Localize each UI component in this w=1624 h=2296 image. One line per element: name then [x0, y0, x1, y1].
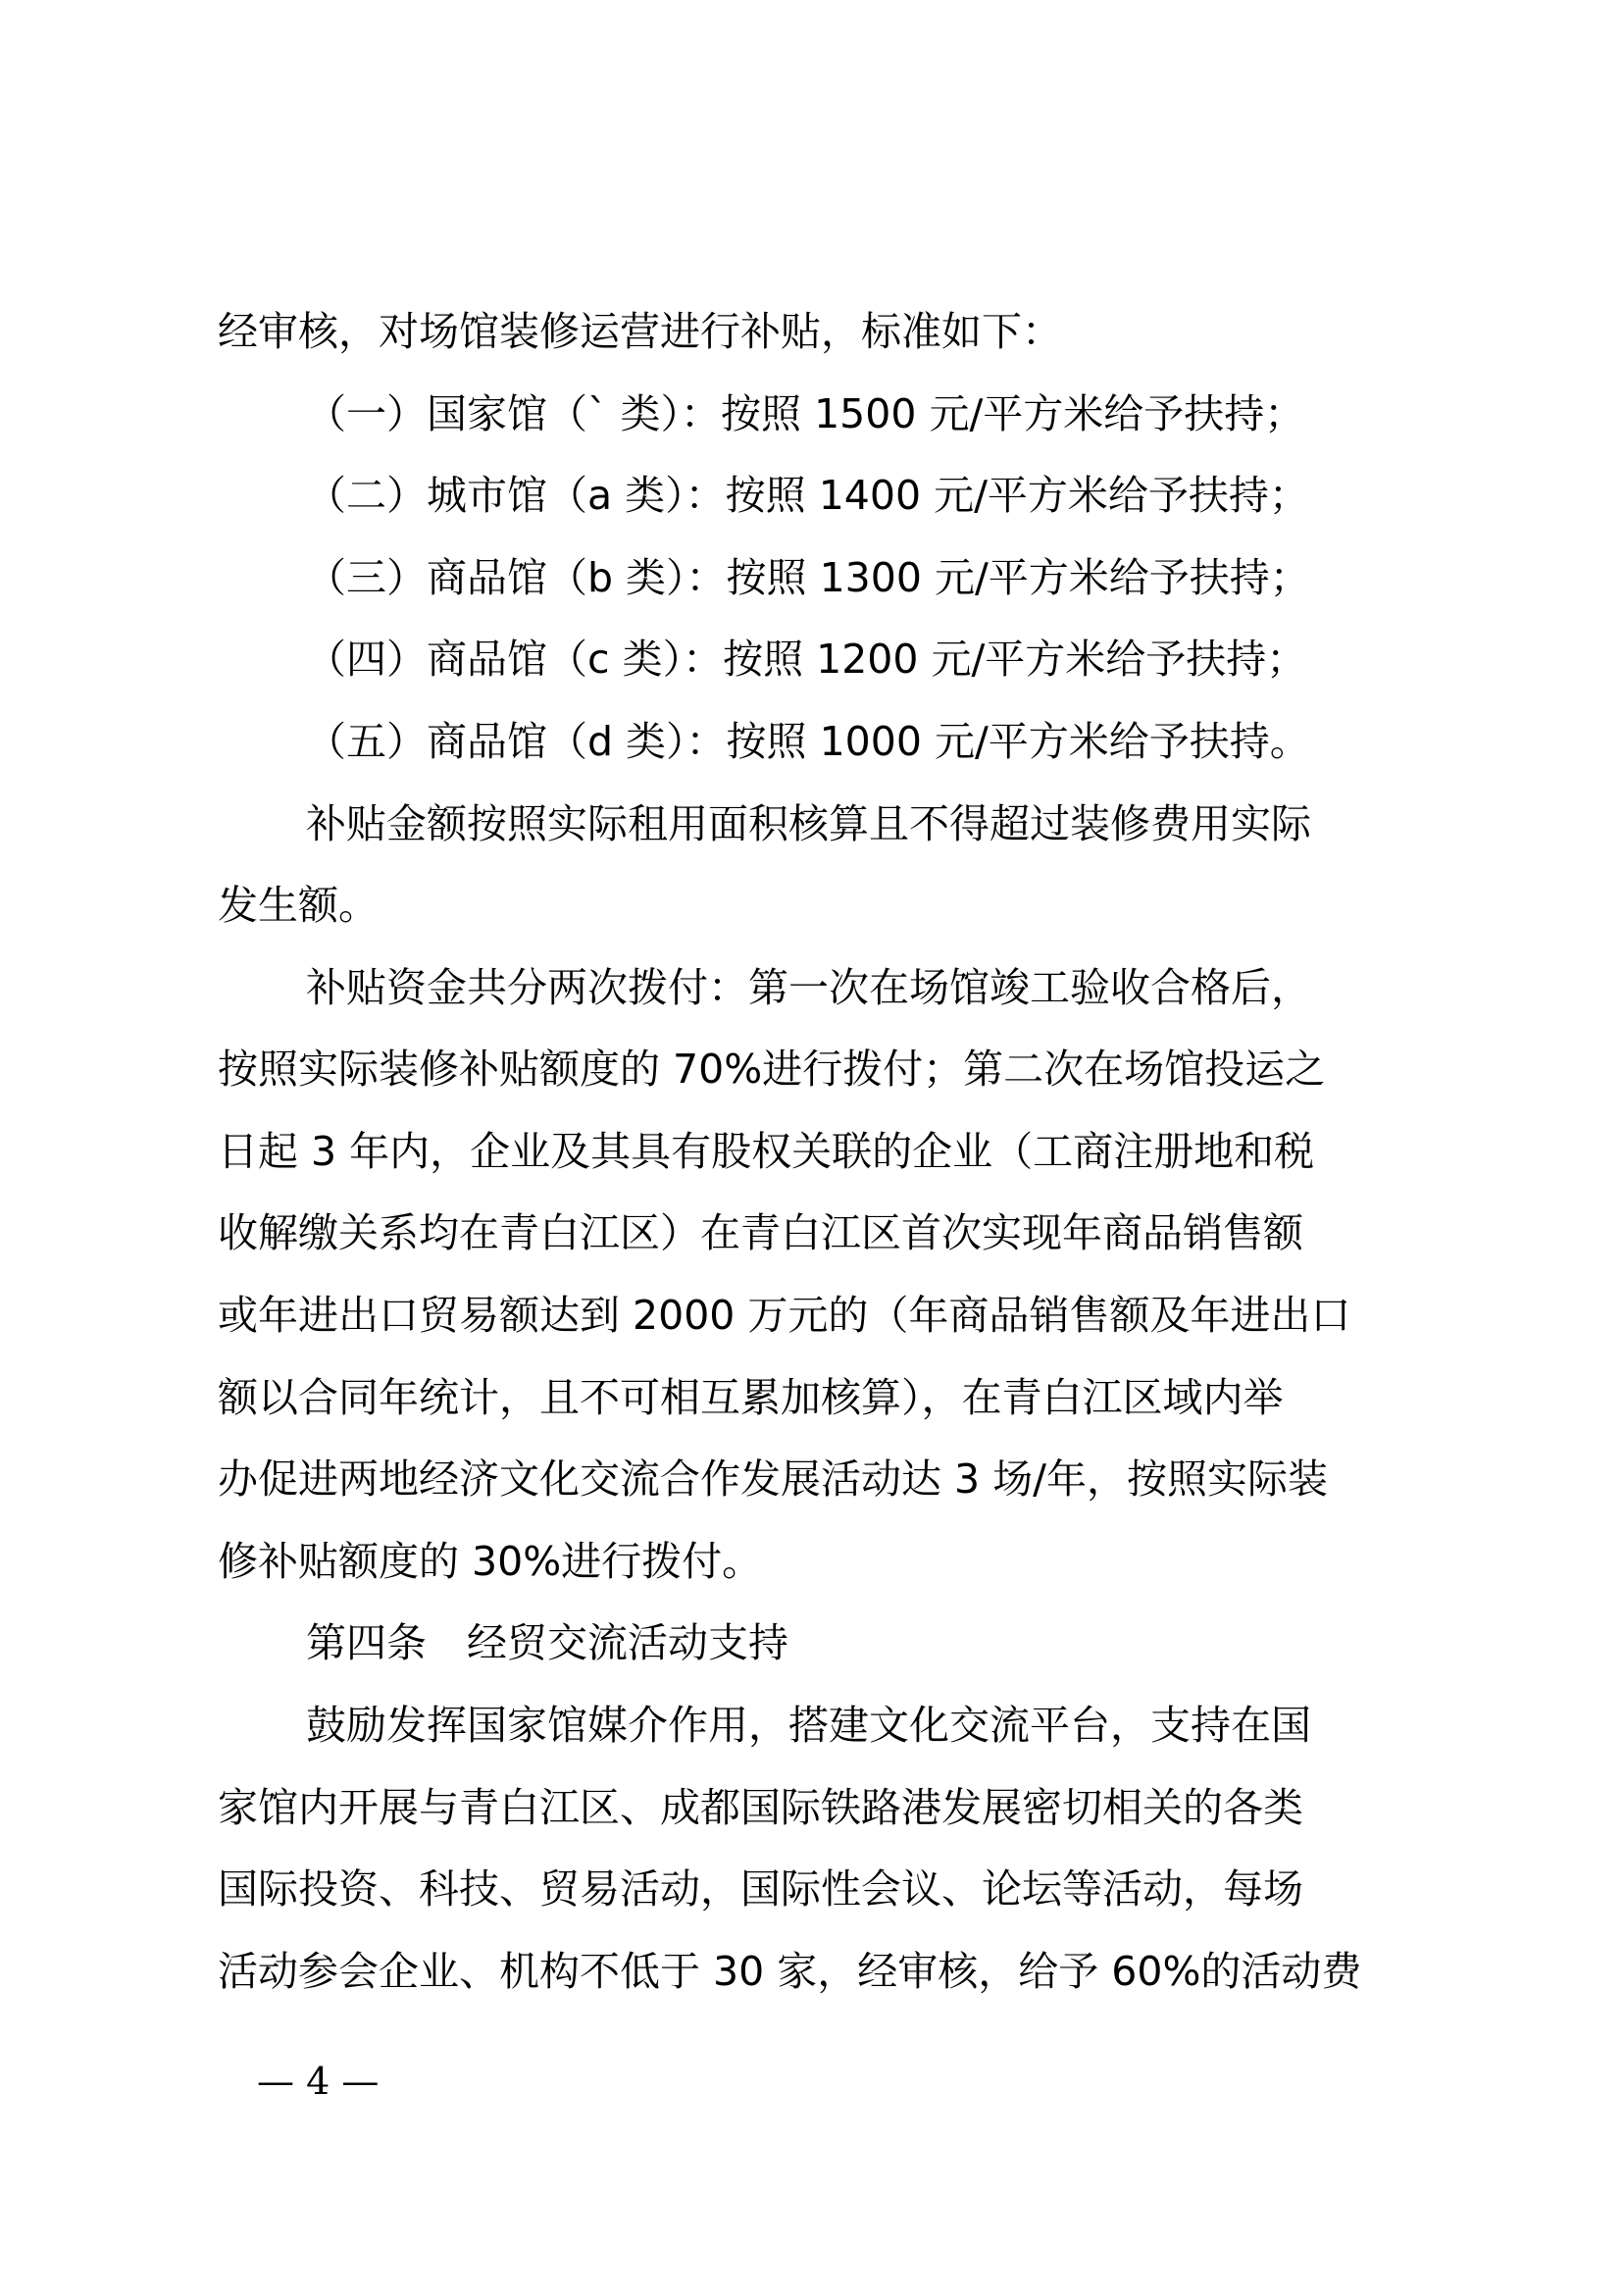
list-item-3: （三）商品馆（b 类）：按照 1300 元/平方米给予扶持； [306, 554, 1310, 601]
text-line-18: 鼓励发挥国家馆媒介作用，搭建文化交流平台，支持在国 [306, 1702, 1311, 1749]
text-line-8: 发生额。 [218, 882, 379, 929]
text-line-9: 补贴资金共分两次拨付：第一次在场馆竣工验收合格后， [306, 964, 1311, 1011]
text-line-13: 或年进出口贸易额达到 2000 万元的（年商品销售额及年进出口 [218, 1292, 1351, 1339]
text-line-16: 修补贴额度的 30%进行拨付。 [218, 1538, 763, 1585]
text-line-12: 收解缴关系均在青白江区）在青白江区首次实现年商品销售额 [218, 1209, 1303, 1256]
text-line-14: 额以合同年统计，且不可相互累加核算），在青白江区域内举 [218, 1374, 1284, 1421]
list-item-2: （二）城市馆（a 类）：按照 1400 元/平方米给予扶持； [306, 472, 1309, 519]
section-heading: 第四条 经贸交流活动支持 [306, 1619, 788, 1666]
text-line-21: 活动参会企业、机构不低于 30 家，经审核，给予 60%的活动费 [218, 1948, 1362, 1995]
list-item-1: （一）国家馆（` 类）：按照 1500 元/平方米给予扶持； [306, 390, 1305, 437]
text-line-15: 办促进两地经济文化交流合作发展活动达 3 场/年，按照实际装 [218, 1455, 1328, 1503]
text-line-7: 补贴金额按照实际租用面积核算且不得超过装修费用实际 [306, 800, 1311, 847]
page-number: — 4 — [257, 2060, 380, 2103]
list-item-5: （五）商品馆（d 类）：按照 1000 元/平方米给予扶持。 [306, 718, 1310, 765]
text-line-10: 按照实际装修补贴额度的 70%进行拨付；第二次在场馆投运之 [218, 1046, 1326, 1093]
list-item-4: （四）商品馆（c 类）：按照 1200 元/平方米给予扶持； [306, 636, 1307, 683]
text-line-1: 经审核，对场馆装修运营进行补贴，标准如下： [218, 308, 1062, 355]
text-line-20: 国际投资、科技、贸易活动，国际性会议、论坛等活动，每场 [218, 1865, 1303, 1913]
text-line-19: 家馆内开展与青白江区、成都国际铁路港发展密切相关的各类 [218, 1784, 1303, 1831]
text-line-11: 日起 3 年内，企业及其具有股权关联的企业（工商注册地和税 [218, 1128, 1315, 1175]
